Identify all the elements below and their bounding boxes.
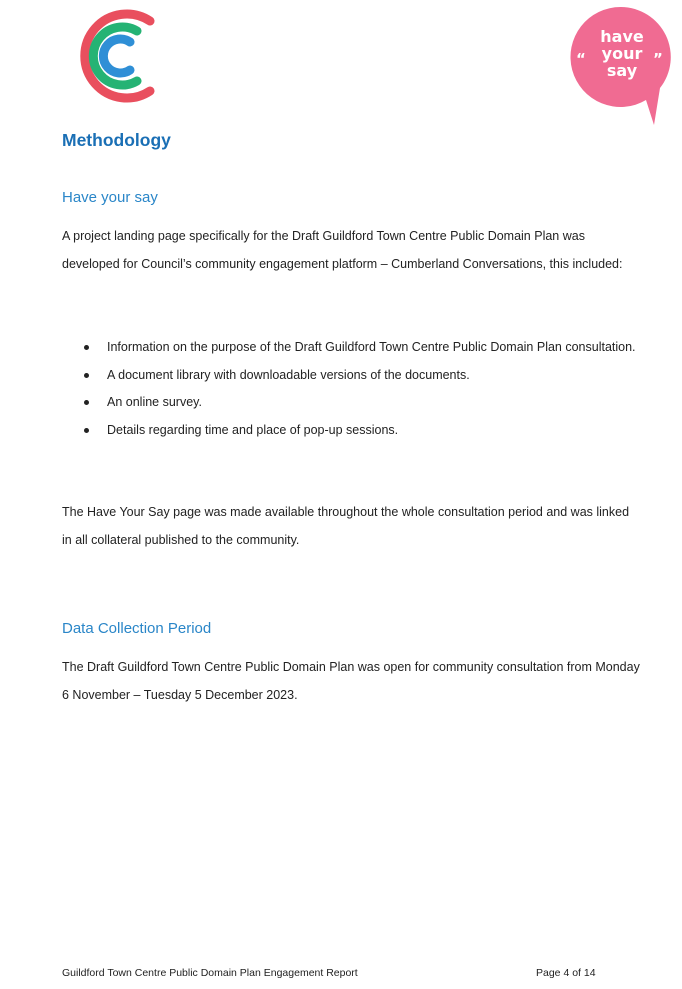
have-your-say-speech-bubble-icon (568, 4, 674, 128)
feature-list (62, 334, 642, 444)
list-item-text: An online survey. (107, 395, 202, 409)
cumberland-c-logo-icon (64, 4, 160, 108)
data-collection-body: The Draft Guildford Town Centre Public Domain Plan was open for community consultation from Monday 6 November – Tuesday 5 December 2023. (62, 660, 640, 702)
bullet-icon (84, 345, 89, 350)
footer-page-number: Page 4 of 14 (536, 967, 596, 979)
list-item (62, 334, 642, 362)
bullet-icon (84, 400, 89, 405)
logo-word-have: have (600, 27, 644, 46)
have-your-say-closing: The Have Your Say page was made available throughout the whole consultation period and was linked in all collateral published to the community. (62, 505, 630, 547)
cumberland-logo (64, 4, 160, 108)
list-item-text: Information on the purpose of the Draft Guildford Town Centre Public Domain Plan consultation. (107, 340, 636, 354)
section-heading-data-collection: Data Collection Period (62, 620, 212, 637)
bullet-icon (84, 373, 89, 378)
page-title: Methodology (62, 130, 171, 150)
quote-open-glyph: “ (576, 50, 586, 68)
have-your-say-logo (568, 4, 674, 128)
section-heading-have-your-say: Have your say (62, 189, 158, 206)
logo-word-your: your (601, 44, 643, 63)
bullet-icon (84, 428, 89, 433)
list-item-text: Details regarding time and place of pop-up sessions. (107, 422, 399, 437)
list-item (62, 389, 642, 417)
footer-report-title: Guildford Town Centre Public Domain Plan Engagement Report (62, 967, 358, 979)
list-item (62, 417, 642, 445)
have-your-say-intro: A project landing page specifically for the Draft Guildford Town Centre Public Domain Plan was developed for Council’s community engagement platform – Cumberland Conversations, this included: (62, 229, 623, 271)
quote-close-glyph: ” (653, 50, 663, 68)
logo-blue-arc (103, 39, 130, 73)
list-item (62, 362, 642, 390)
logo-word-say: say (606, 61, 638, 80)
list-item-text: A document library with downloadable versions of the documents. (107, 367, 470, 382)
